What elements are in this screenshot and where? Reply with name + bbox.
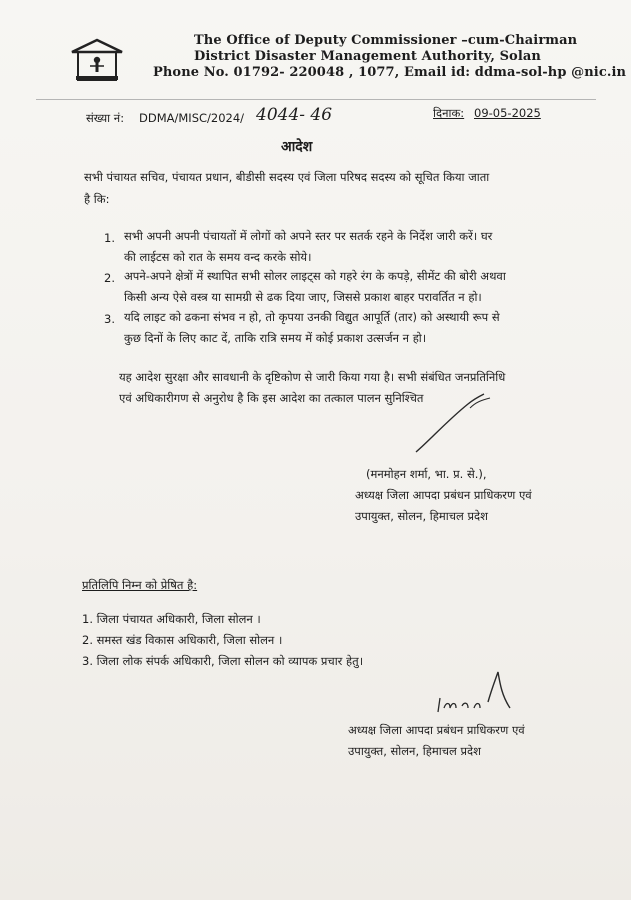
initials-signature-icon — [432, 668, 522, 718]
point-1-line-1: सभी अपनी अपनी पंचायतों में लोगों को अपने स्तर पर सतर्क रहने के निर्देश जारी करें। घर — [124, 229, 493, 243]
point-3-number: 3. — [104, 312, 115, 326]
copy-item-1: 1. जिला पंचायत अधिकारी, जिला सोलन । — [82, 612, 261, 626]
date-label: दिनाक: — [433, 106, 465, 120]
signatory-designation-2: उपायुक्त, सोलन, हिमाचल प्रदेश — [355, 509, 488, 523]
intro-line-2: है कि: — [84, 192, 110, 206]
point-2-number: 2. — [104, 271, 115, 285]
point-1-line-2: की लाईटस को रात के समय वन्द करके सोये। — [124, 250, 312, 264]
header-line-contact: Phone No. 01792- 220048 , 1077, Email id: ddma-sol-hp @nic.in — [153, 65, 627, 80]
point-3-line-1: यदि लाइट को ढकना संभव न हो, तो कृपया उनकी विद्युत आपूर्ति (तार) को अस्थायी रूप से — [124, 310, 500, 324]
date-value: 09-05-2025 — [474, 106, 541, 120]
ref-label: संख्या नं: — [86, 111, 125, 125]
header-divider — [36, 99, 596, 100]
signatory2-designation-2: उपायुक्त, सोलन, हिमाचल प्रदेश — [348, 744, 481, 758]
point-2-line-1: अपने-अपने क्षेत्रों में स्थापित सभी सोलर लाइट्स को गहरे रंग के कपड़े, सीमेंट की बोरी अथवा — [124, 269, 506, 283]
header-line-authority: District Disaster Management Authority, Solan — [194, 49, 541, 64]
signatory-name: (मनमोहन शर्मा, भा. प्र. से.), — [366, 467, 487, 481]
intro-line-1: सभी पंचायत सचिव, पंचायत प्रधान, बीडीसी सदस्य एवं जिला परिषद सदस्य को सूचित किया जाता — [84, 170, 490, 184]
ddma-emblem-icon — [68, 38, 126, 84]
copy-heading: प्रतिलिपि निम्न को प्रेषित है: — [82, 578, 198, 592]
point-2-line-2: किसी अन्य ऐसे वस्त्र या सामग्री से ढक दिया जाए, जिससे प्रकाश बाहर परावर्तित न हो। — [124, 290, 482, 304]
order-title: आदेश — [281, 139, 313, 155]
signatory-designation-1: अध्यक्ष जिला आपदा प्रबंधन प्राधिकरण एवं — [355, 488, 532, 502]
point-1-number: 1. — [104, 231, 115, 245]
copy-item-2: 2. समस्त खंड विकास अधिकारी, जिला सोलन । — [82, 633, 283, 647]
signature-icon — [410, 392, 500, 458]
closing-line-2: एवं अधिकारीगण से अनुरोध है कि इस आदेश का तत्काल पालन सुनिश्चित — [119, 391, 424, 405]
copy-item-3: 3. जिला लोक संपर्क अधिकारी, जिला सोलन को व्यापक प्रचार हेतु। — [82, 654, 364, 668]
closing-line-1: यह आदेश सुरक्षा और सावधानी के दृष्टिकोण से जारी किया गया है। सभी संबंधित जनप्रतिनिधि — [119, 370, 506, 384]
ref-handwritten-number: 4044- 46 — [256, 105, 333, 125]
signatory2-designation-1: अध्यक्ष जिला आपदा प्रबंधन प्राधिकरण एवं — [348, 723, 525, 737]
ref-number: DDMA/MISC/2024/ — [139, 111, 245, 125]
point-3-line-2: कुछ दिनों के लिए काट दें, ताकि रात्रि समय में कोई प्रकाश उत्सर्जन न हो। — [124, 331, 427, 345]
header-line-office: The Office of Deputy Commissioner –cum-Chairman — [194, 33, 578, 48]
